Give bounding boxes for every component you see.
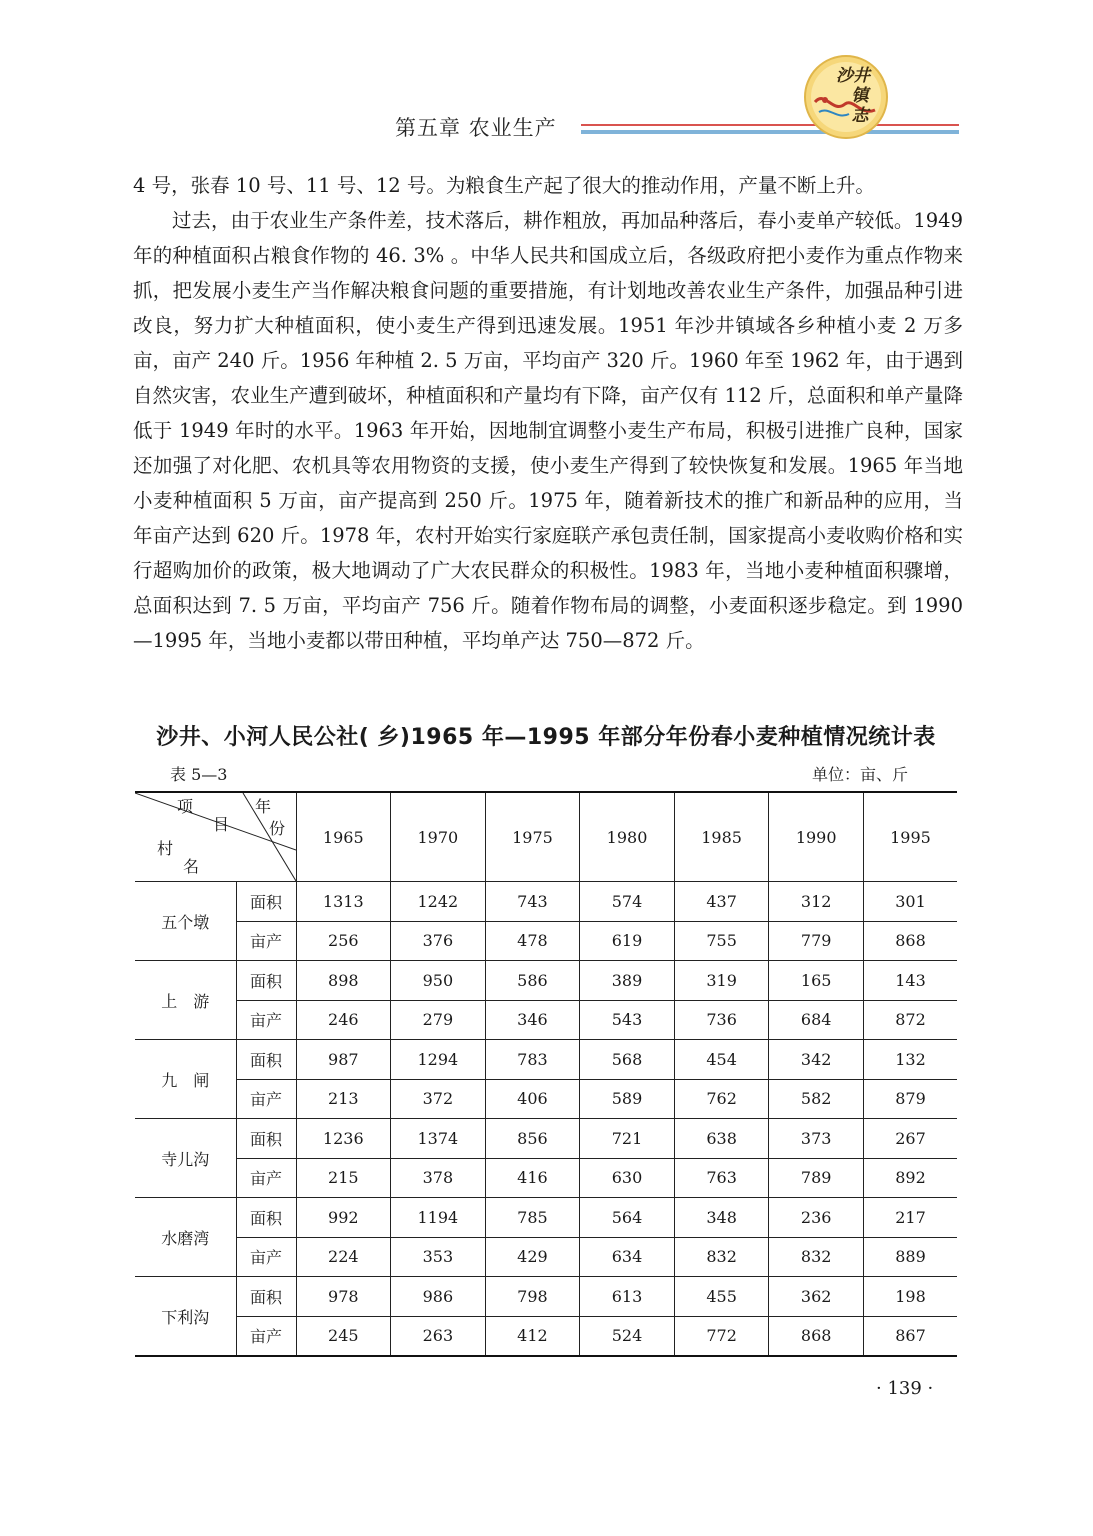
table-row — [135, 1158, 957, 1198]
metric-label-cell: 亩产 — [236, 1000, 296, 1040]
value-cell: 789 — [769, 1158, 864, 1198]
table-row — [135, 921, 957, 961]
year-header: 1995 — [863, 792, 957, 882]
value-cell: 755 — [674, 921, 769, 961]
year-header: 1980 — [580, 792, 675, 882]
value-cell: 868 — [769, 1316, 864, 1356]
table-row — [135, 882, 957, 922]
value-cell: 215 — [296, 1158, 391, 1198]
metric-label-cell: 亩产 — [236, 1079, 296, 1119]
table-row — [135, 1277, 957, 1317]
seal-title — [833, 66, 873, 126]
corner-village-2: 名 — [183, 857, 200, 876]
metric-label-cell: 亩产 — [236, 1237, 296, 1277]
value-cell: 856 — [485, 1119, 580, 1159]
value-cell: 772 — [674, 1316, 769, 1356]
value-cell: 454 — [674, 1040, 769, 1080]
value-cell: 779 — [769, 921, 864, 961]
value-cell: 785 — [485, 1198, 580, 1238]
corner-year-2: 份 — [269, 819, 286, 838]
value-cell: 165 — [769, 961, 864, 1001]
value-cell: 898 — [296, 961, 391, 1001]
value-cell: 412 — [485, 1316, 580, 1356]
value-cell: 634 — [580, 1237, 675, 1277]
table-number: 表 5—3 — [170, 765, 228, 784]
paragraph-2: 过去，由于农业生产条件差，技术落后，耕作粗放，再加品种落后，春小麦单产较低。1949 年的种植面积占粮食作物的 46. 3% 。中华人民共和国成立后，各级政府把小麦作为重点作物来抓，把发展小麦生产当作解决粮食问题的重要措施，有计划地改善农业生产条件，加强品种引进改良，努力扩大种植面积，使小麦生产得到迅速发展。1951 年沙井镇域各乡种植小麦 2 万多亩，亩产 240 斤。1956 年种植 2. 5 万亩，平均亩产 320 斤。1960 年至 1962 年，由于遇到自然灾害，农业生产遭到破坏，种植面积和产量均有下降，亩产仅有 112 斤，总面积和单产量降低于 1949 年时的水平。1963 年开始，因地制宜调整小麦生产布局，积极引进推广良种，国家还加强了对化肥、农机具等农用物资的支援，使小麦生产得到了较快恢复和发展。1965 年当地小麦种植面积 5 万亩，亩产提高到 250 斤。1975 年，随着新技术的推广和新品种的应用，当年亩产达到 620 斤。1978 年，农村开始实行家庭联产承包责任制，国家提高小麦收购价格和实行超购加价的政策，极大地调动了广大农民群众的积极性。1983 年，当地小麦种植面积骤增，总面积达到 7. 5 万亩，平均亩产 756 斤。随着作物布局的调整，小麦面积逐步稳定。到 1990—1995 年，当地小麦都以带田种植，平均单产达 750—872 斤。 — [133, 209, 963, 652]
value-cell: 1374 — [391, 1119, 486, 1159]
value-cell: 868 — [863, 921, 957, 961]
value-cell: 373 — [769, 1119, 864, 1159]
table-row — [135, 961, 957, 1001]
value-cell: 245 — [296, 1316, 391, 1356]
value-cell: 978 — [296, 1277, 391, 1317]
value-cell: 992 — [296, 1198, 391, 1238]
value-cell: 1242 — [391, 882, 486, 922]
year-header: 1990 — [769, 792, 864, 882]
value-cell: 437 — [674, 882, 769, 922]
value-cell: 762 — [674, 1079, 769, 1119]
value-cell: 478 — [485, 921, 580, 961]
value-cell: 721 — [580, 1119, 675, 1159]
value-cell: 372 — [391, 1079, 486, 1119]
body-text — [133, 168, 963, 658]
value-cell: 429 — [485, 1237, 580, 1277]
value-cell: 301 — [863, 882, 957, 922]
village-name-cell: 下利沟 — [135, 1277, 236, 1357]
value-cell: 832 — [674, 1237, 769, 1277]
table-row — [135, 1079, 957, 1119]
value-cell: 543 — [580, 1000, 675, 1040]
value-cell: 312 — [769, 882, 864, 922]
table-row — [135, 1119, 957, 1159]
wheat-stats-table — [135, 791, 957, 1357]
table-body — [135, 882, 957, 1357]
village-name-cell: 九 闸 — [135, 1040, 236, 1119]
metric-label-cell: 面积 — [236, 1198, 296, 1238]
corner-item-2: 目 — [213, 815, 230, 834]
value-cell: 736 — [674, 1000, 769, 1040]
value-cell: 213 — [296, 1079, 391, 1119]
corner-header-cell — [135, 792, 296, 882]
year-header: 1985 — [674, 792, 769, 882]
table-unit: 单位：亩、斤 — [812, 765, 909, 784]
value-cell: 582 — [769, 1079, 864, 1119]
value-cell: 455 — [674, 1277, 769, 1317]
village-name-cell: 寺儿沟 — [135, 1119, 236, 1198]
value-cell: 783 — [485, 1040, 580, 1080]
value-cell: 406 — [485, 1079, 580, 1119]
value-cell: 763 — [674, 1158, 769, 1198]
value-cell: 872 — [863, 1000, 957, 1040]
village-name-cell: 上 游 — [135, 961, 236, 1040]
value-cell: 832 — [769, 1237, 864, 1277]
table-row — [135, 1316, 957, 1356]
value-cell: 362 — [769, 1277, 864, 1317]
value-cell: 684 — [769, 1000, 864, 1040]
table-row — [135, 1198, 957, 1238]
value-cell: 263 — [391, 1316, 486, 1356]
chapter-title: 第五章 农业生产 — [395, 116, 557, 140]
value-cell: 376 — [391, 921, 486, 961]
metric-label-cell: 面积 — [236, 961, 296, 1001]
table-header-row — [135, 792, 957, 882]
value-cell: 892 — [863, 1158, 957, 1198]
value-cell: 217 — [863, 1198, 957, 1238]
value-cell: 246 — [296, 1000, 391, 1040]
value-cell: 378 — [391, 1158, 486, 1198]
metric-label-cell: 面积 — [236, 1040, 296, 1080]
value-cell: 879 — [863, 1079, 957, 1119]
metric-label-cell: 面积 — [236, 882, 296, 922]
value-cell: 1236 — [296, 1119, 391, 1159]
value-cell: 224 — [296, 1237, 391, 1277]
seal-line-2: 镇志 — [851, 86, 869, 126]
value-cell: 348 — [674, 1198, 769, 1238]
table-row — [135, 1237, 957, 1277]
value-cell: 574 — [580, 882, 675, 922]
value-cell: 986 — [391, 1277, 486, 1317]
page-number: · 139 · — [876, 1378, 934, 1399]
metric-label-cell: 面积 — [236, 1119, 296, 1159]
value-cell: 198 — [863, 1277, 957, 1317]
paragraph-1: 4 号，张春 10 号、11 号、12 号。为粮食生产起了很大的推动作用，产量不断上升。 — [133, 174, 875, 197]
metric-label-cell: 面积 — [236, 1277, 296, 1317]
header-rule-blue — [581, 130, 959, 134]
value-cell: 743 — [485, 882, 580, 922]
value-cell: 798 — [485, 1277, 580, 1317]
village-name-cell: 五个墩 — [135, 882, 236, 961]
year-header: 1965 — [296, 792, 391, 882]
value-cell: 638 — [674, 1119, 769, 1159]
value-cell: 346 — [485, 1000, 580, 1040]
metric-label-cell: 亩产 — [236, 921, 296, 961]
value-cell: 319 — [674, 961, 769, 1001]
value-cell: 279 — [391, 1000, 486, 1040]
value-cell: 256 — [296, 921, 391, 961]
seal-line-1: 沙井 — [836, 66, 870, 86]
value-cell: 267 — [863, 1119, 957, 1159]
table-title: 沙井、小河人民公社( 乡)1965 年—1995 年部分年份春小麦种植情况统计表 — [156, 725, 936, 750]
value-cell: 613 — [580, 1277, 675, 1317]
value-cell: 143 — [863, 961, 957, 1001]
value-cell: 889 — [863, 1237, 957, 1277]
value-cell: 416 — [485, 1158, 580, 1198]
table-row — [135, 1040, 957, 1080]
value-cell: 950 — [391, 961, 486, 1001]
value-cell: 630 — [580, 1158, 675, 1198]
value-cell: 353 — [391, 1237, 486, 1277]
value-cell: 236 — [769, 1198, 864, 1238]
value-cell: 568 — [580, 1040, 675, 1080]
value-cell: 987 — [296, 1040, 391, 1080]
village-name-cell: 水磨湾 — [135, 1198, 236, 1277]
value-cell: 867 — [863, 1316, 957, 1356]
value-cell: 524 — [580, 1316, 675, 1356]
value-cell: 619 — [580, 921, 675, 961]
value-cell: 132 — [863, 1040, 957, 1080]
value-cell: 342 — [769, 1040, 864, 1080]
value-cell: 1194 — [391, 1198, 486, 1238]
year-header: 1970 — [391, 792, 486, 882]
corner-village-1: 村 — [157, 839, 174, 858]
value-cell: 586 — [485, 961, 580, 1001]
corner-year-1: 年 — [255, 797, 272, 816]
corner-item-1: 项 — [177, 797, 194, 816]
table-row — [135, 1000, 957, 1040]
metric-label-cell: 亩产 — [236, 1158, 296, 1198]
header-rule-red — [581, 124, 959, 126]
value-cell: 389 — [580, 961, 675, 1001]
year-header: 1975 — [485, 792, 580, 882]
value-cell: 589 — [580, 1079, 675, 1119]
value-cell: 564 — [580, 1198, 675, 1238]
value-cell: 1294 — [391, 1040, 486, 1080]
metric-label-cell: 亩产 — [236, 1316, 296, 1356]
value-cell: 1313 — [296, 882, 391, 922]
